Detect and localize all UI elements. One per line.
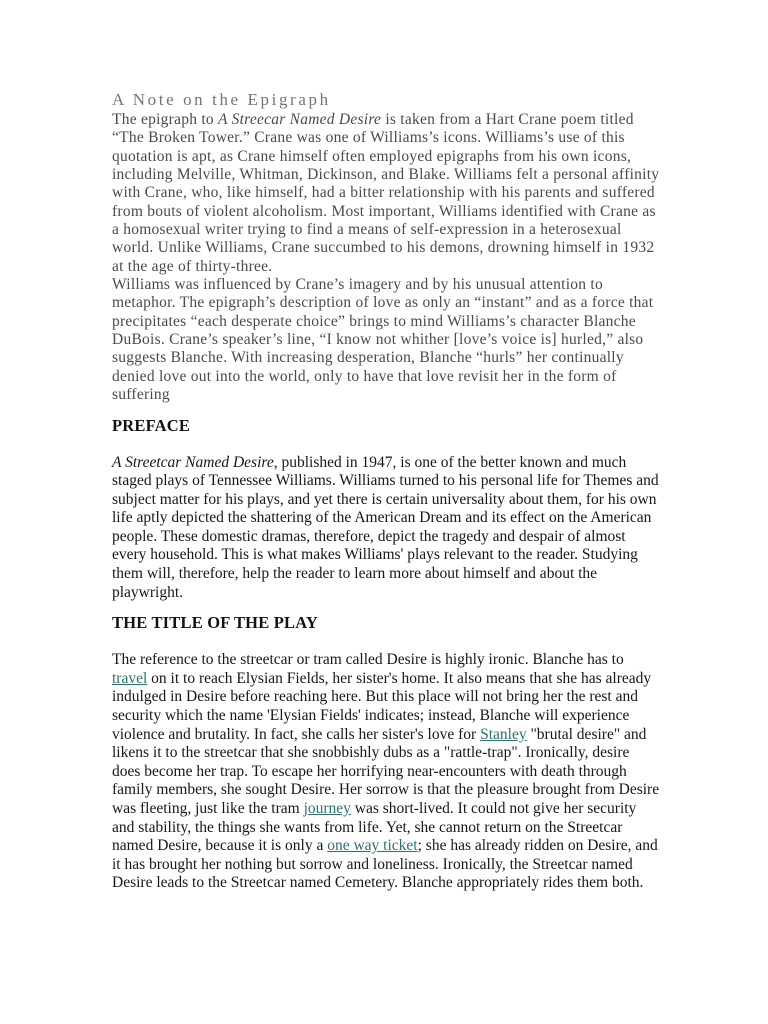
inline-link-journey[interactable]: journey xyxy=(303,800,351,817)
note-paragraph-2: Williams was influenced by Crane’s imagery and by his unusual attention to metaphor. The epigraph’s description of love as only an “instant” and as a force that precipitates “each desperate choice” brings to mind Williams’s character Blanche DuBois. Crane’s speaker’s line, “I know not whither [love’s voice is] hurled,” also suggests Blanche. With increasing desperation, Blanche “hurls” her continually denied love out into the world, only to have that love revisit her in the form of suffering xyxy=(112,276,654,404)
note-paragraph-1: The epigraph to A Streecar Named Desire is taken from a Hart Crane poem titled “The Broken Tower.” Crane was one of Williams’s icons. Williams’s use of this quotation is apt, as Crane himself often employed epigraphs from his own icons, including Melville, Whitman, Dickinson, and Blake. Williams felt a personal affinity with Crane, who, like himself, had a bitter relationship with his parents and suffered from bouts of violent alcoholism. Most important, Williams identified with Crane as a homosexual writer trying to find a means of self-expression in a heterosexual world. Unlike Williams, Crane succumbed to his demons, drowning himself in 1932 at the age of thirty-three. xyxy=(112,111,660,275)
inline-link-one-way-ticket[interactable]: one way ticket xyxy=(327,837,418,855)
inline-link-travel[interactable]: travel xyxy=(112,669,148,687)
title-of-the-play-paragraph: The reference to the streetcar or tram called Desire is highly ironic. Blanche has to travel on it to reach Elysian Fields, her sister's home. It also means that she has already indulged in Desire before reaching here. But this place will not bring her the rest and security which the name 'Elysian Fields' indicates; instead, Blanche will experience violence and brutality. In fact, she calls her sister's love for Stanley "brutal desire" and likens it to the streetcar that she snobbishly dubs as a "rattle-trap". Ironically, desire does become her trap. To escape her horrifying near-encounters with death through family members, she sought Desire. Her sorrow is that the pleasure brought from Desire was fleeting, just like the tram journey was short-lived. It could not give her security and stability, the things she wants from life. Yet, she cannot return on the Streetcar named Desire, because it is only a one way ticket; she has already ridden on Desire, and it has brought her nothing but sorrow and loneliness. Ironically, the Streetcar named Desire leads to the Streetcar named Cemetery. Blanche appropriately rides them both. xyxy=(112,651,660,892)
title-of-the-play-heading: THE TITLE OF THE PLAY xyxy=(112,613,318,633)
inline-link-stanley[interactable]: Stanley xyxy=(480,725,527,743)
italic-book-title: A Streetcar Named Desire xyxy=(112,453,274,471)
italic-book-title: A Streecar Named Desire xyxy=(218,111,382,128)
preface-paragraph: A Streetcar Named Desire, published in 1947, is one of the better known and much staged plays of Tennessee Williams. Williams turned to his personal life for Themes and subject matter for his plays, and yet there is certain universality about them, for his own life aptly depicted the shattering of the American Dream and its effect on the American people. These domestic dramas, therefore, depict the tragedy and despair of almost every household. This is what makes Williams' plays relevant to the reader. Studying them will, therefore, help the reader to learn more about himself and about the playwright. xyxy=(112,453,659,601)
preface-heading: PREFACE xyxy=(112,415,191,435)
document-content xyxy=(112,90,660,893)
note-on-epigraph-heading: A Note on the Epigraph xyxy=(112,90,331,109)
